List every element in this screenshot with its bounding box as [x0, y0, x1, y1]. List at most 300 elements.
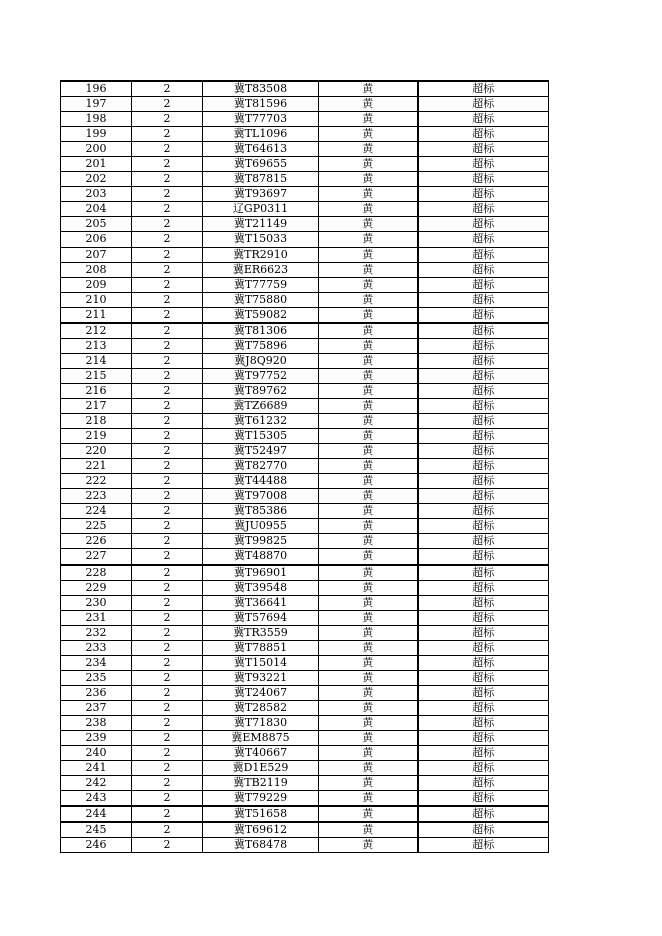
- plate-color-cell: 黄: [319, 127, 418, 142]
- plate-number-cell: 冀T15033: [203, 232, 319, 247]
- plate-color-cell: 黄: [319, 776, 418, 791]
- status-cell: 超标: [418, 172, 549, 187]
- plate-number-cell: 冀TR3559: [203, 625, 319, 640]
- table-row: [61, 262, 549, 277]
- row-number-cell: 196: [61, 81, 132, 97]
- status-cell: 超标: [418, 489, 549, 504]
- table-row: [61, 429, 549, 444]
- plate-number-cell: 冀T44488: [203, 474, 319, 489]
- plate-number-cell: 冀T39548: [203, 580, 319, 595]
- plate-color-cell: 黄: [319, 398, 418, 413]
- status-cell: 超标: [418, 595, 549, 610]
- plate-number-cell: 冀T15014: [203, 655, 319, 670]
- plate-color-cell: 黄: [319, 262, 418, 277]
- plate-color-cell: 黄: [319, 489, 418, 504]
- plate-color-cell: 黄: [319, 232, 418, 247]
- status-cell: 超标: [418, 323, 549, 339]
- status-cell: 超标: [418, 746, 549, 761]
- table-row: [61, 822, 549, 838]
- row-number-cell: 208: [61, 262, 132, 277]
- count-cell: 2: [132, 172, 203, 187]
- status-cell: 超标: [418, 97, 549, 112]
- plate-number-cell: 冀T81306: [203, 323, 319, 339]
- row-number-cell: 237: [61, 700, 132, 715]
- row-number-cell: 236: [61, 685, 132, 700]
- status-cell: 超标: [418, 262, 549, 277]
- plate-color-cell: 黄: [319, 112, 418, 127]
- plate-number-cell: 冀T97752: [203, 368, 319, 383]
- status-cell: 超标: [418, 157, 549, 172]
- plate-color-cell: 黄: [319, 142, 418, 157]
- table-row: [61, 247, 549, 262]
- status-cell: 超标: [418, 504, 549, 519]
- count-cell: 2: [132, 383, 203, 398]
- plate-number-cell: 冀T71830: [203, 715, 319, 730]
- table-row: [61, 655, 549, 670]
- row-number-cell: 224: [61, 504, 132, 519]
- row-number-cell: 225: [61, 519, 132, 534]
- table-row: [61, 187, 549, 202]
- table-row: [61, 685, 549, 700]
- status-cell: 超标: [418, 127, 549, 142]
- row-number-cell: 238: [61, 715, 132, 730]
- row-number-cell: 221: [61, 459, 132, 474]
- status-cell: 超标: [418, 338, 549, 353]
- plate-color-cell: 黄: [319, 474, 418, 489]
- count-cell: 2: [132, 595, 203, 610]
- plate-color-cell: 黄: [319, 353, 418, 368]
- plate-color-cell: 黄: [319, 444, 418, 459]
- table-row: [61, 277, 549, 292]
- row-number-cell: 228: [61, 565, 132, 581]
- row-number-cell: 219: [61, 429, 132, 444]
- status-cell: 超标: [418, 307, 549, 323]
- plate-number-cell: 冀TZ6689: [203, 398, 319, 413]
- table-row: [61, 292, 549, 307]
- plate-number-cell: 冀T79229: [203, 791, 319, 807]
- status-cell: 超标: [418, 838, 549, 853]
- count-cell: 2: [132, 307, 203, 323]
- table-row: [61, 595, 549, 610]
- status-cell: 超标: [418, 580, 549, 595]
- row-number-cell: 210: [61, 292, 132, 307]
- table-row: [61, 640, 549, 655]
- plate-number-cell: 冀T99825: [203, 534, 319, 549]
- row-number-cell: 202: [61, 172, 132, 187]
- plate-color-cell: 黄: [319, 429, 418, 444]
- table-row: [61, 670, 549, 685]
- status-cell: 超标: [418, 474, 549, 489]
- table-row: [61, 81, 549, 97]
- table-row: [61, 625, 549, 640]
- plate-number-cell: 冀EM8875: [203, 731, 319, 746]
- count-cell: 2: [132, 157, 203, 172]
- status-cell: 超标: [418, 398, 549, 413]
- table-row: [61, 731, 549, 746]
- plate-color-cell: 黄: [319, 549, 418, 565]
- plate-color-cell: 黄: [319, 172, 418, 187]
- status-cell: 超标: [418, 81, 549, 97]
- count-cell: 2: [132, 262, 203, 277]
- plate-color-cell: 黄: [319, 580, 418, 595]
- table-row: [61, 459, 549, 474]
- row-number-cell: 215: [61, 368, 132, 383]
- plate-color-cell: 黄: [319, 838, 418, 853]
- count-cell: 2: [132, 685, 203, 700]
- status-cell: 超标: [418, 383, 549, 398]
- plate-color-cell: 黄: [319, 595, 418, 610]
- plate-number-cell: 冀T81596: [203, 97, 319, 112]
- plate-color-cell: 黄: [319, 610, 418, 625]
- table-row: [61, 232, 549, 247]
- status-cell: 超标: [418, 761, 549, 776]
- status-cell: 超标: [418, 247, 549, 262]
- table-row: [61, 700, 549, 715]
- plate-number-cell: 冀T69655: [203, 157, 319, 172]
- plate-number-cell: 冀T97008: [203, 489, 319, 504]
- plate-number-cell: 冀T28582: [203, 700, 319, 715]
- plate-number-cell: 冀T89762: [203, 383, 319, 398]
- row-number-cell: 230: [61, 595, 132, 610]
- plate-color-cell: 黄: [319, 97, 418, 112]
- count-cell: 2: [132, 806, 203, 822]
- table-row: [61, 791, 549, 807]
- table-body: [61, 81, 549, 853]
- count-cell: 2: [132, 323, 203, 339]
- status-cell: 超标: [418, 776, 549, 791]
- row-number-cell: 205: [61, 217, 132, 232]
- row-number-cell: 232: [61, 625, 132, 640]
- count-cell: 2: [132, 670, 203, 685]
- count-cell: 2: [132, 610, 203, 625]
- plate-color-cell: 黄: [319, 731, 418, 746]
- count-cell: 2: [132, 504, 203, 519]
- count-cell: 2: [132, 625, 203, 640]
- table-row: [61, 519, 549, 534]
- row-number-cell: 203: [61, 187, 132, 202]
- plate-number-cell: 冀ER6623: [203, 262, 319, 277]
- plate-color-cell: 黄: [319, 187, 418, 202]
- plate-number-cell: 冀T93697: [203, 187, 319, 202]
- status-cell: 超标: [418, 414, 549, 429]
- status-cell: 超标: [418, 459, 549, 474]
- status-cell: 超标: [418, 640, 549, 655]
- row-number-cell: 226: [61, 534, 132, 549]
- table-row: [61, 838, 549, 853]
- count-cell: 2: [132, 414, 203, 429]
- count-cell: 2: [132, 232, 203, 247]
- row-number-cell: 220: [61, 444, 132, 459]
- plate-color-cell: 黄: [319, 323, 418, 339]
- status-cell: 超标: [418, 519, 549, 534]
- status-cell: 超标: [418, 277, 549, 292]
- plate-color-cell: 黄: [319, 277, 418, 292]
- count-cell: 2: [132, 142, 203, 157]
- plate-color-cell: 黄: [319, 791, 418, 807]
- count-cell: 2: [132, 202, 203, 217]
- plate-number-cell: 冀T51658: [203, 806, 319, 822]
- plate-color-cell: 黄: [319, 685, 418, 700]
- status-cell: 超标: [418, 232, 549, 247]
- status-cell: 超标: [418, 429, 549, 444]
- plate-color-cell: 黄: [319, 822, 418, 838]
- row-number-cell: 235: [61, 670, 132, 685]
- count-cell: 2: [132, 519, 203, 534]
- plate-color-cell: 黄: [319, 625, 418, 640]
- count-cell: 2: [132, 580, 203, 595]
- count-cell: 2: [132, 655, 203, 670]
- status-cell: 超标: [418, 700, 549, 715]
- plate-number-cell: 冀JU0955: [203, 519, 319, 534]
- plate-color-cell: 黄: [319, 459, 418, 474]
- row-number-cell: 213: [61, 338, 132, 353]
- table-row: [61, 202, 549, 217]
- plate-color-cell: 黄: [319, 519, 418, 534]
- table-row: [61, 746, 549, 761]
- plate-number-cell: 冀T59082: [203, 307, 319, 323]
- count-cell: 2: [132, 217, 203, 232]
- row-number-cell: 204: [61, 202, 132, 217]
- count-cell: 2: [132, 353, 203, 368]
- plate-color-cell: 黄: [319, 307, 418, 323]
- plate-number-cell: 冀T77703: [203, 112, 319, 127]
- table-row: [61, 323, 549, 339]
- plate-number-cell: 冀T36641: [203, 595, 319, 610]
- plate-color-cell: 黄: [319, 217, 418, 232]
- table-row: [61, 414, 549, 429]
- plate-color-cell: 黄: [319, 715, 418, 730]
- plate-color-cell: 黄: [319, 383, 418, 398]
- row-number-cell: 217: [61, 398, 132, 413]
- status-cell: 超标: [418, 685, 549, 700]
- plate-color-cell: 黄: [319, 157, 418, 172]
- row-number-cell: 245: [61, 822, 132, 838]
- table-row: [61, 534, 549, 549]
- count-cell: 2: [132, 549, 203, 565]
- table-row: [61, 368, 549, 383]
- count-cell: 2: [132, 112, 203, 127]
- row-number-cell: 233: [61, 640, 132, 655]
- status-cell: 超标: [418, 625, 549, 640]
- row-number-cell: 201: [61, 157, 132, 172]
- table-row: [61, 383, 549, 398]
- table-row: [61, 580, 549, 595]
- count-cell: 2: [132, 368, 203, 383]
- row-number-cell: 207: [61, 247, 132, 262]
- status-cell: 超标: [418, 806, 549, 822]
- plate-color-cell: 黄: [319, 368, 418, 383]
- table-row: [61, 565, 549, 581]
- table-row: [61, 338, 549, 353]
- row-number-cell: 200: [61, 142, 132, 157]
- row-number-cell: 218: [61, 414, 132, 429]
- row-number-cell: 234: [61, 655, 132, 670]
- count-cell: 2: [132, 459, 203, 474]
- row-number-cell: 240: [61, 746, 132, 761]
- table-row: [61, 142, 549, 157]
- table-row: [61, 112, 549, 127]
- table-row: [61, 549, 549, 565]
- count-cell: 2: [132, 81, 203, 97]
- count-cell: 2: [132, 292, 203, 307]
- plate-number-cell: 冀TB2119: [203, 776, 319, 791]
- plate-number-cell: 冀T75896: [203, 338, 319, 353]
- plate-number-cell: 冀TR2910: [203, 247, 319, 262]
- status-cell: 超标: [418, 368, 549, 383]
- plate-number-cell: 冀T83508: [203, 81, 319, 97]
- row-number-cell: 227: [61, 549, 132, 565]
- plate-number-cell: 冀T61232: [203, 414, 319, 429]
- plate-number-cell: 冀T57694: [203, 610, 319, 625]
- table-row: [61, 307, 549, 323]
- count-cell: 2: [132, 761, 203, 776]
- row-number-cell: 229: [61, 580, 132, 595]
- row-number-cell: 244: [61, 806, 132, 822]
- count-cell: 2: [132, 700, 203, 715]
- table-row: [61, 610, 549, 625]
- status-cell: 超标: [418, 534, 549, 549]
- status-cell: 超标: [418, 610, 549, 625]
- plate-color-cell: 黄: [319, 700, 418, 715]
- status-cell: 超标: [418, 791, 549, 807]
- status-cell: 超标: [418, 202, 549, 217]
- table-row: [61, 504, 549, 519]
- table-row: [61, 715, 549, 730]
- plate-color-cell: 黄: [319, 81, 418, 97]
- count-cell: 2: [132, 791, 203, 807]
- count-cell: 2: [132, 444, 203, 459]
- table-row: [61, 489, 549, 504]
- plate-number-cell: 冀T85386: [203, 504, 319, 519]
- count-cell: 2: [132, 534, 203, 549]
- status-cell: 超标: [418, 670, 549, 685]
- status-cell: 超标: [418, 353, 549, 368]
- plate-number-cell: 冀TL1096: [203, 127, 319, 142]
- row-number-cell: 211: [61, 307, 132, 323]
- plate-color-cell: 黄: [319, 655, 418, 670]
- row-number-cell: 242: [61, 776, 132, 791]
- row-number-cell: 243: [61, 791, 132, 807]
- plate-number-cell: 冀T77759: [203, 277, 319, 292]
- plate-number-cell: 冀T75880: [203, 292, 319, 307]
- plate-number-cell: 冀T64613: [203, 142, 319, 157]
- plate-color-cell: 黄: [319, 292, 418, 307]
- count-cell: 2: [132, 731, 203, 746]
- plate-number-cell: 冀T69612: [203, 822, 319, 838]
- row-number-cell: 216: [61, 383, 132, 398]
- row-number-cell: 246: [61, 838, 132, 853]
- table-row: [61, 217, 549, 232]
- plate-color-cell: 黄: [319, 414, 418, 429]
- plate-number-cell: 冀D1E529: [203, 761, 319, 776]
- status-cell: 超标: [418, 142, 549, 157]
- table-row: [61, 157, 549, 172]
- plate-color-cell: 黄: [319, 761, 418, 776]
- plate-color-cell: 黄: [319, 806, 418, 822]
- status-cell: 超标: [418, 292, 549, 307]
- plate-color-cell: 黄: [319, 338, 418, 353]
- plate-number-cell: 冀T68478: [203, 838, 319, 853]
- count-cell: 2: [132, 97, 203, 112]
- count-cell: 2: [132, 429, 203, 444]
- plate-number-cell: 冀T87815: [203, 172, 319, 187]
- plate-color-cell: 黄: [319, 534, 418, 549]
- count-cell: 2: [132, 187, 203, 202]
- row-number-cell: 198: [61, 112, 132, 127]
- plate-color-cell: 黄: [319, 504, 418, 519]
- status-cell: 超标: [418, 565, 549, 581]
- table-row: [61, 398, 549, 413]
- plate-number-cell: 冀T96901: [203, 565, 319, 581]
- table-row: [61, 444, 549, 459]
- table-row: [61, 806, 549, 822]
- plate-number-cell: 冀T21149: [203, 217, 319, 232]
- table-row: [61, 761, 549, 776]
- count-cell: 2: [132, 746, 203, 761]
- row-number-cell: 209: [61, 277, 132, 292]
- count-cell: 2: [132, 715, 203, 730]
- row-number-cell: 197: [61, 97, 132, 112]
- count-cell: 2: [132, 398, 203, 413]
- row-number-cell: 212: [61, 323, 132, 339]
- row-number-cell: 231: [61, 610, 132, 625]
- table-row: [61, 353, 549, 368]
- count-cell: 2: [132, 489, 203, 504]
- row-number-cell: 199: [61, 127, 132, 142]
- row-number-cell: 241: [61, 761, 132, 776]
- plate-number-cell: 冀T93221: [203, 670, 319, 685]
- plate-number-cell: 冀T24067: [203, 685, 319, 700]
- table-row: [61, 97, 549, 112]
- plate-number-cell: 冀T82770: [203, 459, 319, 474]
- row-number-cell: 214: [61, 353, 132, 368]
- count-cell: 2: [132, 474, 203, 489]
- plate-number-cell: 冀T40667: [203, 746, 319, 761]
- count-cell: 2: [132, 822, 203, 838]
- table-row: [61, 172, 549, 187]
- plate-number-cell: 冀T15305: [203, 429, 319, 444]
- status-cell: 超标: [418, 655, 549, 670]
- row-number-cell: 239: [61, 731, 132, 746]
- count-cell: 2: [132, 838, 203, 853]
- row-number-cell: 223: [61, 489, 132, 504]
- status-cell: 超标: [418, 822, 549, 838]
- table-row: [61, 776, 549, 791]
- count-cell: 2: [132, 277, 203, 292]
- status-cell: 超标: [418, 444, 549, 459]
- count-cell: 2: [132, 776, 203, 791]
- count-cell: 2: [132, 640, 203, 655]
- plate-number-cell: 冀T78851: [203, 640, 319, 655]
- data-table: [60, 80, 549, 853]
- count-cell: 2: [132, 127, 203, 142]
- status-cell: 超标: [418, 549, 549, 565]
- status-cell: 超标: [418, 715, 549, 730]
- count-cell: 2: [132, 247, 203, 262]
- status-cell: 超标: [418, 217, 549, 232]
- plate-color-cell: 黄: [319, 202, 418, 217]
- plate-number-cell: 冀T52497: [203, 444, 319, 459]
- plate-color-cell: 黄: [319, 247, 418, 262]
- table-row: [61, 127, 549, 142]
- plate-color-cell: 黄: [319, 640, 418, 655]
- plate-number-cell: 辽GP0311: [203, 202, 319, 217]
- plate-color-cell: 黄: [319, 565, 418, 581]
- row-number-cell: 206: [61, 232, 132, 247]
- plate-color-cell: 黄: [319, 670, 418, 685]
- status-cell: 超标: [418, 187, 549, 202]
- count-cell: 2: [132, 565, 203, 581]
